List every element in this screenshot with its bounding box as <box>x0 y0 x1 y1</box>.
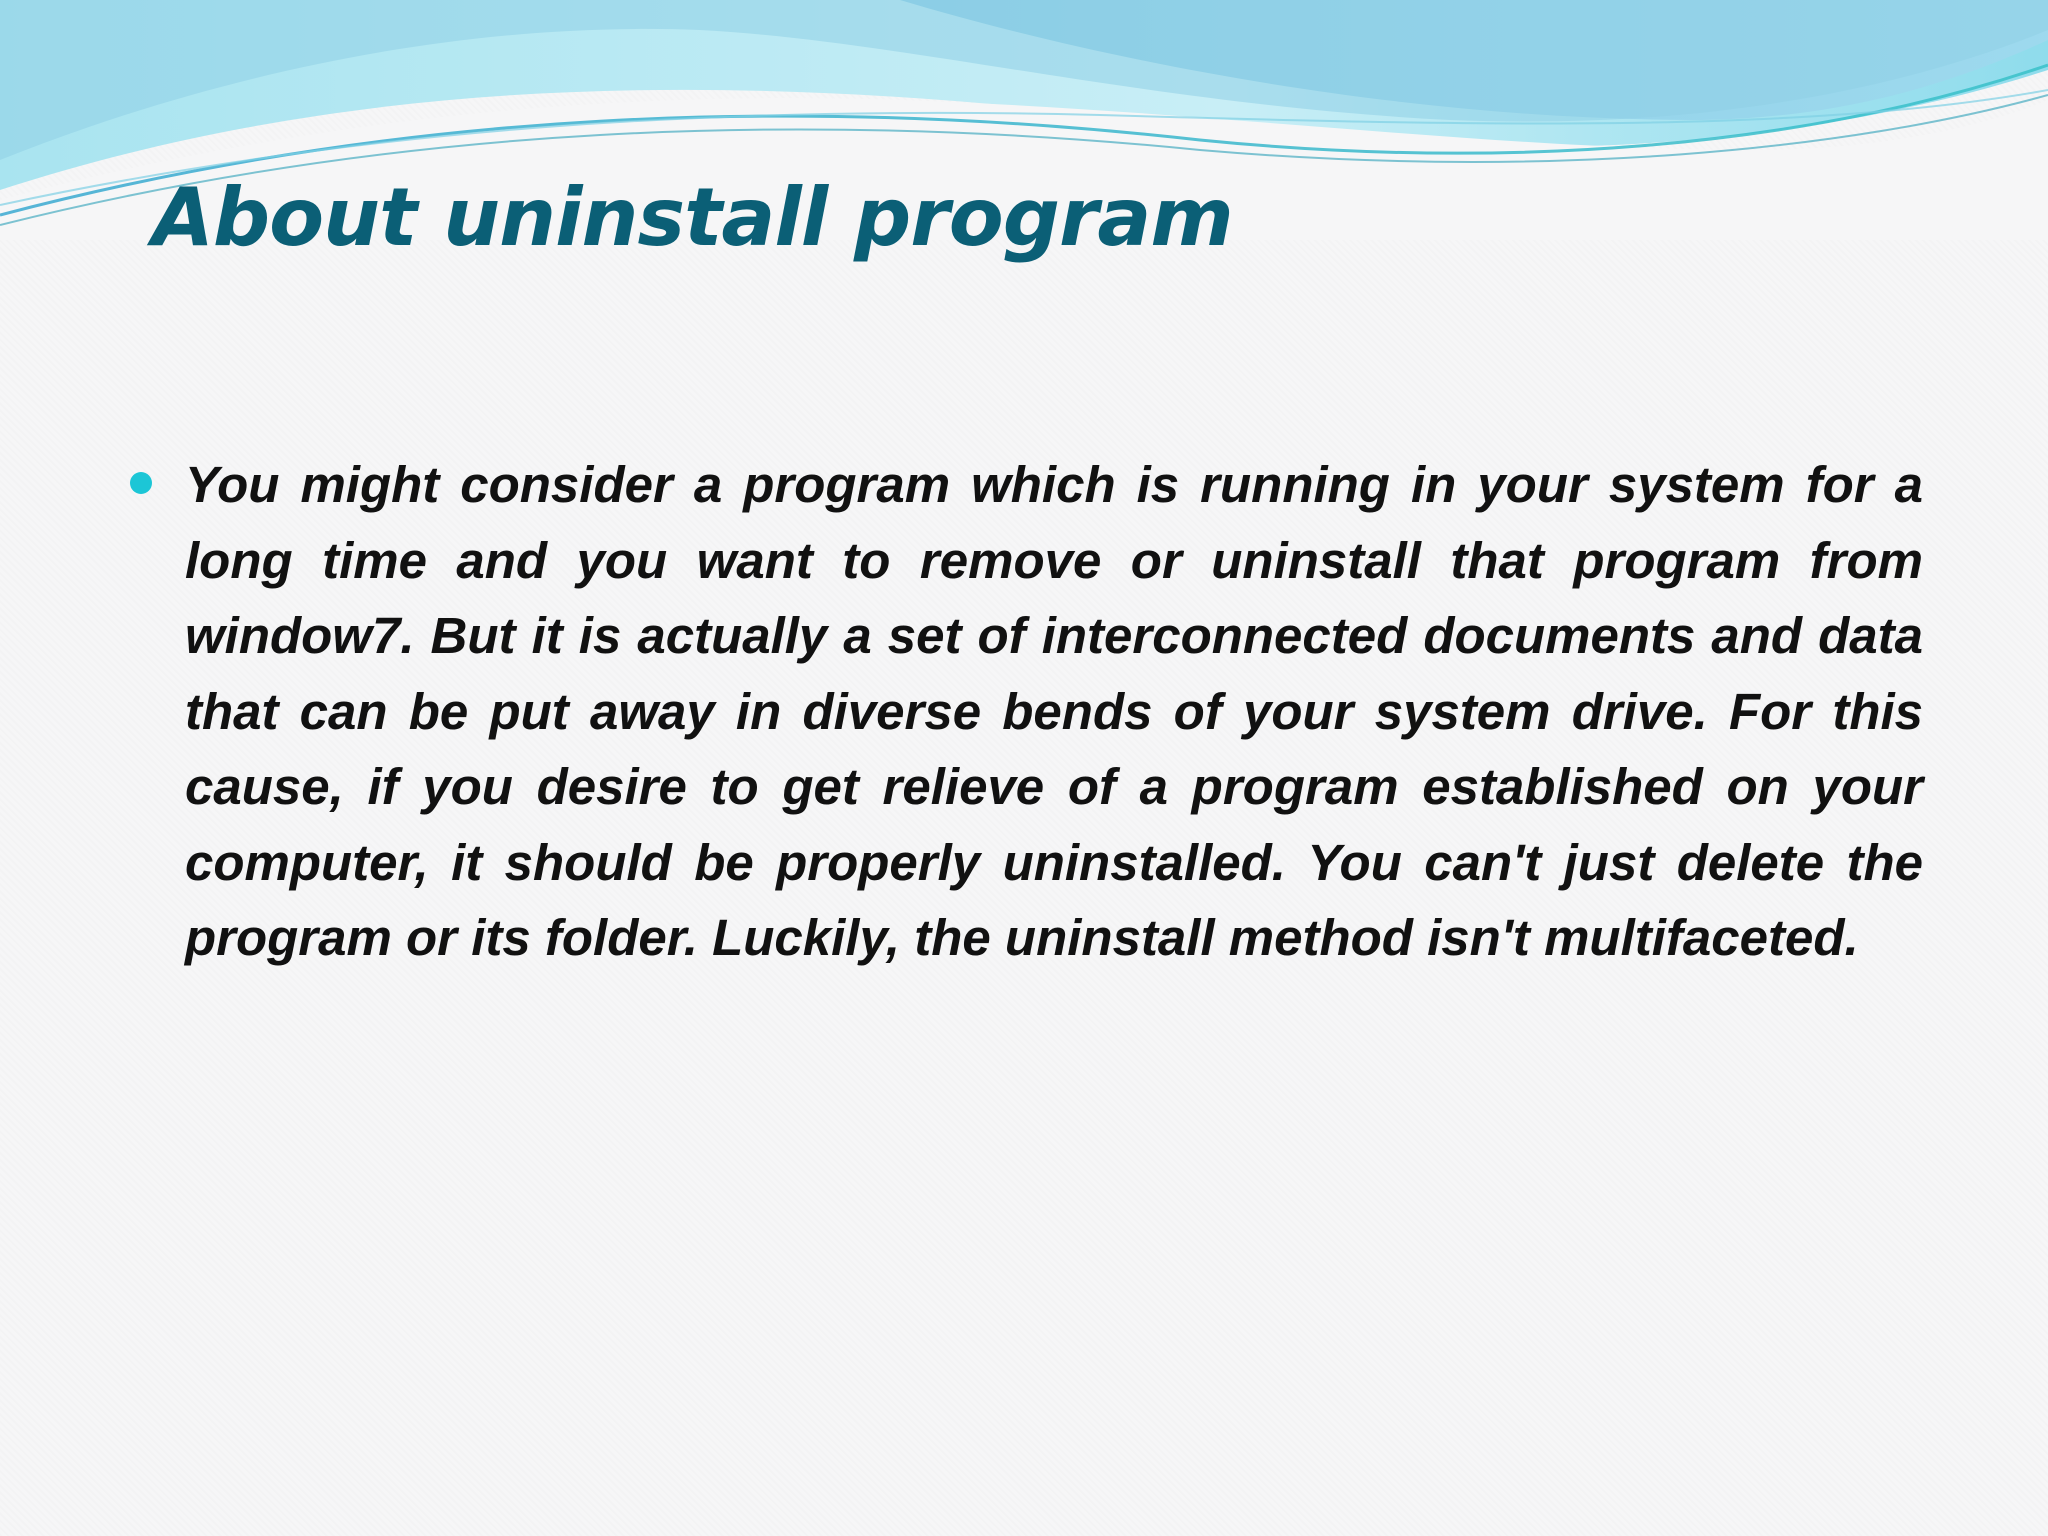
bullet-text: You might consider a program which is running in your system for a long time and you want to remove or uninstall that program from window7. But it is actually a set of interconnected documents and data that can be put away in diverse bends of your system drive. For this cause, if you desire to get relieve of a program established on your computer, it should be properly uninstalled. You can't just delete the program or its folder. Luckily, the uninstall method isn't multifaceted. <box>185 456 1923 966</box>
bullet-dot-icon <box>130 472 152 494</box>
slide-title: About uninstall program <box>152 171 1233 264</box>
